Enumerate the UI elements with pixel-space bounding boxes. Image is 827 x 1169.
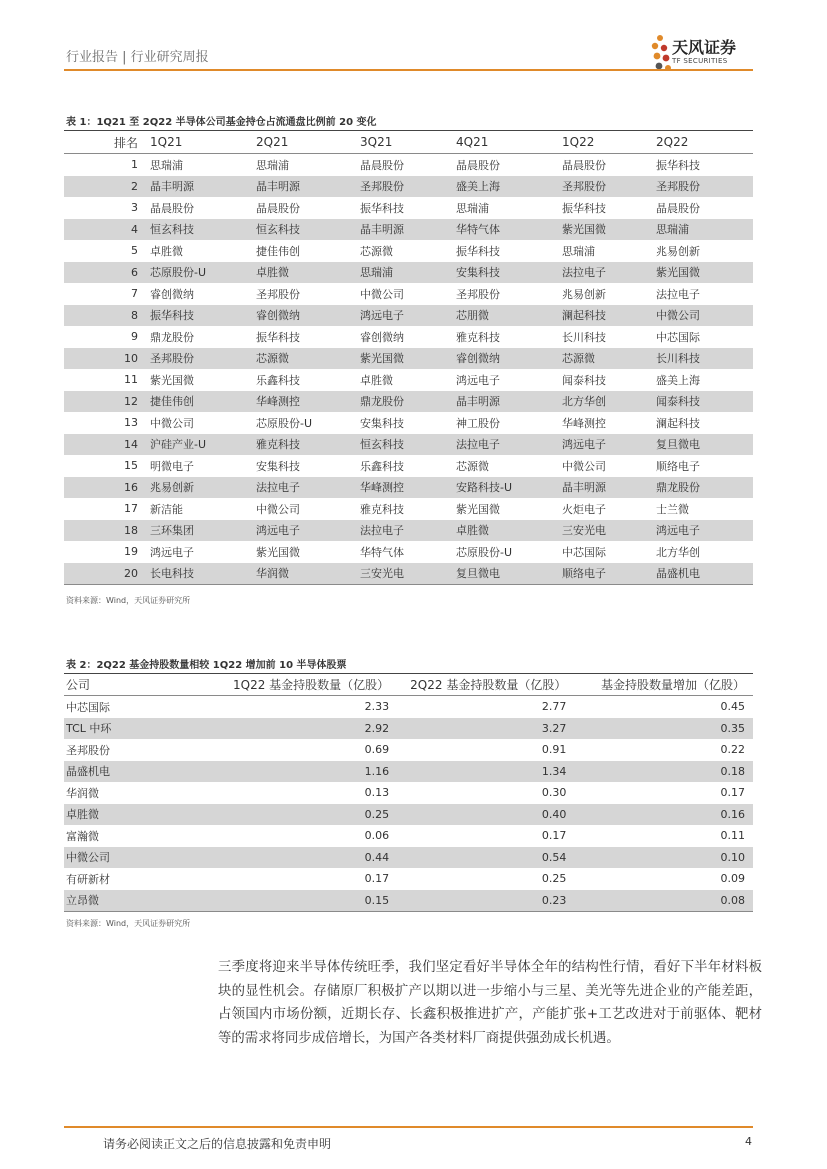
company-cell: 晶晨股份: [562, 158, 606, 172]
company-cell: 闻泰科技: [562, 373, 606, 387]
company-cell: 振华科技: [256, 330, 300, 344]
company-cell: 芯原股份-U: [256, 416, 313, 430]
table-row: [64, 847, 753, 869]
value-cell: 0.30: [541, 786, 567, 800]
company-cell: 乐鑫科技: [256, 373, 300, 387]
company-cell: 思瑞浦: [256, 158, 289, 172]
table-header-row: [64, 131, 753, 154]
company-cell: 三环集团: [150, 520, 256, 542]
table-row: [64, 890, 753, 912]
table-row: [64, 477, 753, 499]
rank-cell: 20: [64, 563, 150, 585]
column-header: 3Q21: [360, 131, 456, 154]
rank-cell: 12: [64, 391, 150, 413]
company-cell: 睿创微纳: [456, 348, 562, 370]
company-cell: 法拉电子: [456, 434, 562, 456]
company-cell: 晶盛机电: [656, 563, 753, 585]
company-cell: 复旦微电: [456, 563, 562, 585]
value-cell: 0.25: [541, 872, 567, 886]
company-cell: 芯原股份-U: [456, 545, 513, 559]
value-cell: 1.34: [389, 761, 566, 783]
rank-cell: 17: [124, 502, 138, 516]
company-cell: 北方华创: [656, 545, 700, 559]
table-row: [64, 283, 753, 305]
company-cell: 捷佳伟创: [150, 391, 256, 413]
company-cell: 华峰测控: [256, 391, 360, 413]
table-row: [64, 782, 753, 804]
company-cell: 法拉电子: [562, 262, 656, 284]
company-cell: 晶晨股份: [656, 201, 700, 215]
company-cell: 恒玄科技: [150, 219, 256, 241]
company-cell: 中微公司: [150, 416, 194, 430]
column-header: 排名: [64, 131, 150, 154]
company-cell: 思瑞浦: [562, 244, 595, 258]
company-cell: 恒玄科技: [360, 434, 456, 456]
column-header: 2Q21: [256, 131, 360, 154]
company-cell: 睿创微纳: [150, 287, 194, 301]
company-cell: 中微公司: [656, 305, 753, 327]
company-cell: 晶丰明源: [256, 176, 360, 198]
company-cell: 长川科技: [656, 348, 753, 370]
value-cell: 0.69: [364, 743, 390, 757]
company-cell: 兆易创新: [656, 244, 700, 258]
company-cell: 紫光国微: [562, 219, 656, 241]
body-paragraph: 三季度将迎来半导体传统旺季，我们坚定看好半导体全年的结构性行情，看好下半年材料板块的显性机会。存储原厂积极扩产以期以进一步缩小与三星、美光等先进企业的产能差距，占领国内市场份额，近期长存、长鑫积极推进扩产，产能扩张+工艺改进对于前驱体、靶材等的需求将同步成倍增长，为国产各类材料厂商提供强劲成长机遇。: [218, 960, 762, 1046]
table-row: [64, 369, 753, 391]
company-cell: TCL 中环: [64, 718, 212, 740]
table-row: [64, 305, 753, 327]
company-cell: 晶丰明源: [150, 176, 256, 198]
company-cell: 安集科技: [360, 416, 404, 430]
column-header: 公司: [64, 674, 212, 696]
company-cell: 卓胜微: [256, 262, 360, 284]
rank-cell: 2: [64, 176, 150, 198]
table-row: [64, 498, 753, 520]
company-cell: 北方华创: [562, 391, 656, 413]
company-cell: 鸿远电子: [256, 520, 360, 542]
rank-cell: 6: [64, 262, 150, 284]
value-cell: 0.06: [364, 829, 390, 843]
company-cell: 紫光国微: [256, 545, 300, 559]
table-row: [64, 262, 753, 284]
company-cell: 复旦微电: [656, 434, 753, 456]
company-cell: 雅克科技: [360, 502, 404, 516]
column-header: 1Q22 基金持股数量（亿股）: [212, 674, 389, 696]
company-cell: 华润微: [66, 786, 99, 800]
table-row: [64, 240, 753, 262]
company-cell: 晶晨股份: [456, 158, 500, 172]
header-title: 行业报告 | 行业研究周报: [66, 50, 209, 65]
page-number: 4: [745, 1135, 752, 1148]
table2-caption: 表 2：2Q22 基金持股数量相较 1Q22 增加前 10 半导体股票: [66, 660, 347, 671]
company-cell: 澜起科技: [656, 416, 700, 430]
company-cell: 顺络电子: [656, 459, 700, 473]
company-cell: 圣邦股份: [256, 287, 300, 301]
company-cell: 芯源微: [562, 348, 656, 370]
table-row: [64, 219, 753, 241]
company-cell: 雅克科技: [256, 434, 360, 456]
company-cell: 芯源微: [456, 459, 489, 473]
column-header: 1Q22: [562, 131, 656, 154]
footer-disclaimer: 请务必阅读正文之后的信息披露和免责申明: [103, 1137, 332, 1151]
company-cell: 澜起科技: [562, 305, 656, 327]
company-cell: 圣邦股份: [150, 348, 256, 370]
company-cell: 雅克科技: [456, 330, 500, 344]
rank-cell: 3: [131, 201, 138, 215]
rank-cell: 4: [64, 219, 150, 241]
company-cell: 鼎龙股份: [360, 391, 456, 413]
company-cell: 立昂微: [64, 890, 212, 912]
value-cell: 1.16: [212, 761, 389, 783]
table-row: [64, 154, 753, 176]
company-cell: 有研新材: [66, 872, 110, 886]
company-cell: 长电科技: [150, 563, 256, 585]
company-cell: 芯源微: [360, 244, 393, 258]
company-cell: 晶晨股份: [256, 201, 300, 215]
column-header: 2Q22 基金持股数量（亿股）: [389, 674, 566, 696]
company-cell: 晶丰明源: [562, 477, 656, 499]
company-cell: 鸿远电子: [656, 520, 753, 542]
fund-holding-ranking-table: [64, 131, 753, 585]
value-cell: 2.92: [212, 718, 389, 740]
table2-source: 资料来源：Wind，天风证券研究所: [66, 919, 191, 928]
company-cell: 鸿远电子: [562, 434, 656, 456]
company-cell: 振华科技: [562, 201, 606, 215]
company-cell: 思瑞浦: [150, 158, 183, 172]
company-cell: 盛美上海: [456, 176, 562, 198]
company-cell: 中芯国际: [656, 330, 700, 344]
company-cell: 中芯国际: [562, 545, 606, 559]
company-cell: 晶盛机电: [64, 761, 212, 783]
table-row: [64, 541, 753, 563]
company-cell: 安集科技: [256, 459, 300, 473]
company-cell: 闻泰科技: [656, 391, 753, 413]
table-row: [64, 563, 753, 585]
value-cell: 0.11: [720, 829, 745, 843]
rank-cell: 15: [124, 459, 138, 473]
value-cell: 0.35: [566, 718, 753, 740]
table1-source: 资料来源：Wind，天风证券研究所: [66, 596, 191, 605]
logo-name: 天风证券: [672, 38, 737, 57]
column-header: 4Q21: [456, 131, 562, 154]
company-cell: 恒玄科技: [256, 219, 360, 241]
table-row: [64, 176, 753, 198]
company-cell: 紫光国微: [456, 502, 500, 516]
value-cell: 0.10: [566, 847, 753, 869]
company-cell: 华润微: [256, 563, 360, 585]
company-cell: 兆易创新: [562, 287, 606, 301]
rank-cell: 18: [64, 520, 150, 542]
company-cell: 芯朋微: [456, 305, 562, 327]
value-cell: 0.44: [212, 847, 389, 869]
value-cell: 0.54: [389, 847, 566, 869]
company-cell: 中微公司: [256, 502, 300, 516]
company-cell: 华特气体: [456, 219, 562, 241]
company-cell: 思瑞浦: [656, 219, 753, 241]
company-cell: 中微公司: [64, 847, 212, 869]
table-row: [64, 739, 753, 761]
table1-caption: 表 1：1Q21 至 2Q22 半导体公司基金持仓占流通盘比例前 20 变化: [66, 117, 377, 128]
table-row: [64, 326, 753, 348]
company-cell: 华峰测控: [360, 477, 456, 499]
footer-divider: [64, 1126, 753, 1128]
company-cell: 沪硅产业-U: [150, 434, 256, 456]
company-cell: 鸿远电子: [456, 373, 500, 387]
company-cell: 鸿远电子: [360, 305, 456, 327]
company-cell: 鸿远电子: [150, 545, 194, 559]
rank-cell: 19: [124, 545, 138, 559]
table-row: [64, 434, 753, 456]
company-cell: 长川科技: [562, 330, 606, 344]
table-row: [64, 696, 753, 718]
company-cell: 法拉电子: [656, 287, 700, 301]
company-cell: 华峰测控: [562, 416, 606, 430]
company-cell: 中芯国际: [66, 700, 110, 714]
company-cell: 乐鑫科技: [360, 459, 404, 473]
company-cell: 紫光国微: [150, 373, 194, 387]
company-cell: 鼎龙股份: [656, 477, 753, 499]
table-row: [64, 348, 753, 370]
company-cell: 神工股份: [456, 416, 500, 430]
company-cell: 振华科技: [150, 305, 256, 327]
table-row: [64, 718, 753, 740]
table-row: [64, 804, 753, 826]
company-cell: 振华科技: [656, 158, 700, 172]
value-cell: 0.08: [566, 890, 753, 912]
company-cell: 鼎龙股份: [150, 330, 194, 344]
rank-cell: 16: [64, 477, 150, 499]
company-cell: 晶晨股份: [360, 158, 404, 172]
company-cell: 卓胜微: [456, 520, 562, 542]
company-cell: 思瑞浦: [456, 201, 489, 215]
company-cell: 圣邦股份: [656, 176, 753, 198]
value-cell: 0.91: [541, 743, 567, 757]
company-cell: 睿创微纳: [360, 330, 404, 344]
value-cell: 0.25: [212, 804, 389, 826]
company-cell: 盛美上海: [656, 373, 700, 387]
rank-cell: 5: [131, 244, 138, 258]
value-cell: 2.77: [541, 700, 567, 714]
rank-cell: 11: [124, 373, 138, 387]
company-cell: 晶丰明源: [456, 391, 562, 413]
table-row: [64, 761, 753, 783]
company-cell: 圣邦股份: [66, 743, 110, 757]
company-cell: 卓胜微: [64, 804, 212, 826]
company-cell: 法拉电子: [256, 477, 360, 499]
company-cell: 中微公司: [360, 287, 404, 301]
rank-cell: 14: [64, 434, 150, 456]
table-row: [64, 825, 753, 847]
table-row: [64, 197, 753, 219]
company-cell: 捷佳伟创: [256, 244, 300, 258]
company-cell: 晶丰明源: [360, 219, 456, 241]
company-cell: 兆易创新: [150, 477, 256, 499]
table-row: [64, 412, 753, 434]
company-cell: 卓胜微: [150, 244, 183, 258]
company-cell: 火炬电子: [562, 502, 606, 516]
column-header: 基金持股数量增加（亿股）: [566, 674, 753, 696]
company-cell: 振华科技: [360, 201, 404, 215]
value-cell: 0.17: [720, 786, 745, 800]
company-cell: 思瑞浦: [360, 262, 456, 284]
rank-cell: 7: [131, 287, 138, 301]
company-cell: 振华科技: [456, 244, 500, 258]
value-cell: 2.33: [364, 700, 390, 714]
company-cell: 顺络电子: [562, 563, 656, 585]
value-cell: 0.15: [212, 890, 389, 912]
logo-subtitle: TF SECURITIES: [672, 57, 728, 65]
value-cell: 0.16: [566, 804, 753, 826]
company-cell: 三安光电: [562, 520, 656, 542]
rank-cell: 13: [124, 416, 138, 430]
value-cell: 0.23: [389, 890, 566, 912]
company-cell: 明微电子: [150, 459, 194, 473]
table-header-row: [64, 674, 753, 696]
company-cell: 紫光国微: [656, 262, 753, 284]
company-cell: 紫光国微: [360, 348, 456, 370]
company-cell: 新洁能: [150, 502, 183, 516]
value-cell: 0.22: [720, 743, 745, 757]
company-cell: 法拉电子: [360, 520, 456, 542]
company-cell: 三安光电: [360, 563, 456, 585]
company-cell: 中微公司: [562, 459, 606, 473]
value-cell: 0.17: [364, 872, 390, 886]
company-cell: 睿创微纳: [256, 305, 360, 327]
value-cell: 0.17: [541, 829, 567, 843]
table-row: [64, 391, 753, 413]
value-cell: 0.18: [566, 761, 753, 783]
fund-increase-table: [64, 674, 753, 912]
value-cell: 0.40: [389, 804, 566, 826]
company-cell: 圣邦股份: [360, 176, 456, 198]
table-row: [64, 520, 753, 542]
company-cell: 华特气体: [360, 545, 404, 559]
company-cell: 圣邦股份: [562, 176, 656, 198]
company-cell: 安集科技: [456, 262, 562, 284]
rank-cell: 10: [64, 348, 150, 370]
company-cell: 芯源微: [256, 348, 360, 370]
table-row: [64, 868, 753, 890]
value-cell: 0.09: [720, 872, 745, 886]
company-cell: 圣邦股份: [456, 287, 500, 301]
company-cell: 富瀚微: [66, 829, 99, 843]
column-header: 1Q21: [150, 131, 256, 154]
company-cell: 晶晨股份: [150, 201, 194, 215]
rank-cell: 9: [131, 330, 138, 344]
column-header: 2Q22: [656, 131, 753, 154]
value-cell: 0.13: [364, 786, 390, 800]
company-cell: 安路科技-U: [456, 477, 562, 499]
rank-cell: 1: [131, 158, 138, 172]
value-cell: 0.45: [720, 700, 745, 714]
company-cell: 卓胜微: [360, 373, 393, 387]
rank-cell: 8: [64, 305, 150, 327]
value-cell: 3.27: [389, 718, 566, 740]
company-cell: 芯原股份-U: [150, 262, 256, 284]
company-cell: 士兰微: [656, 502, 689, 516]
table-row: [64, 455, 753, 477]
header-divider: [64, 69, 753, 71]
